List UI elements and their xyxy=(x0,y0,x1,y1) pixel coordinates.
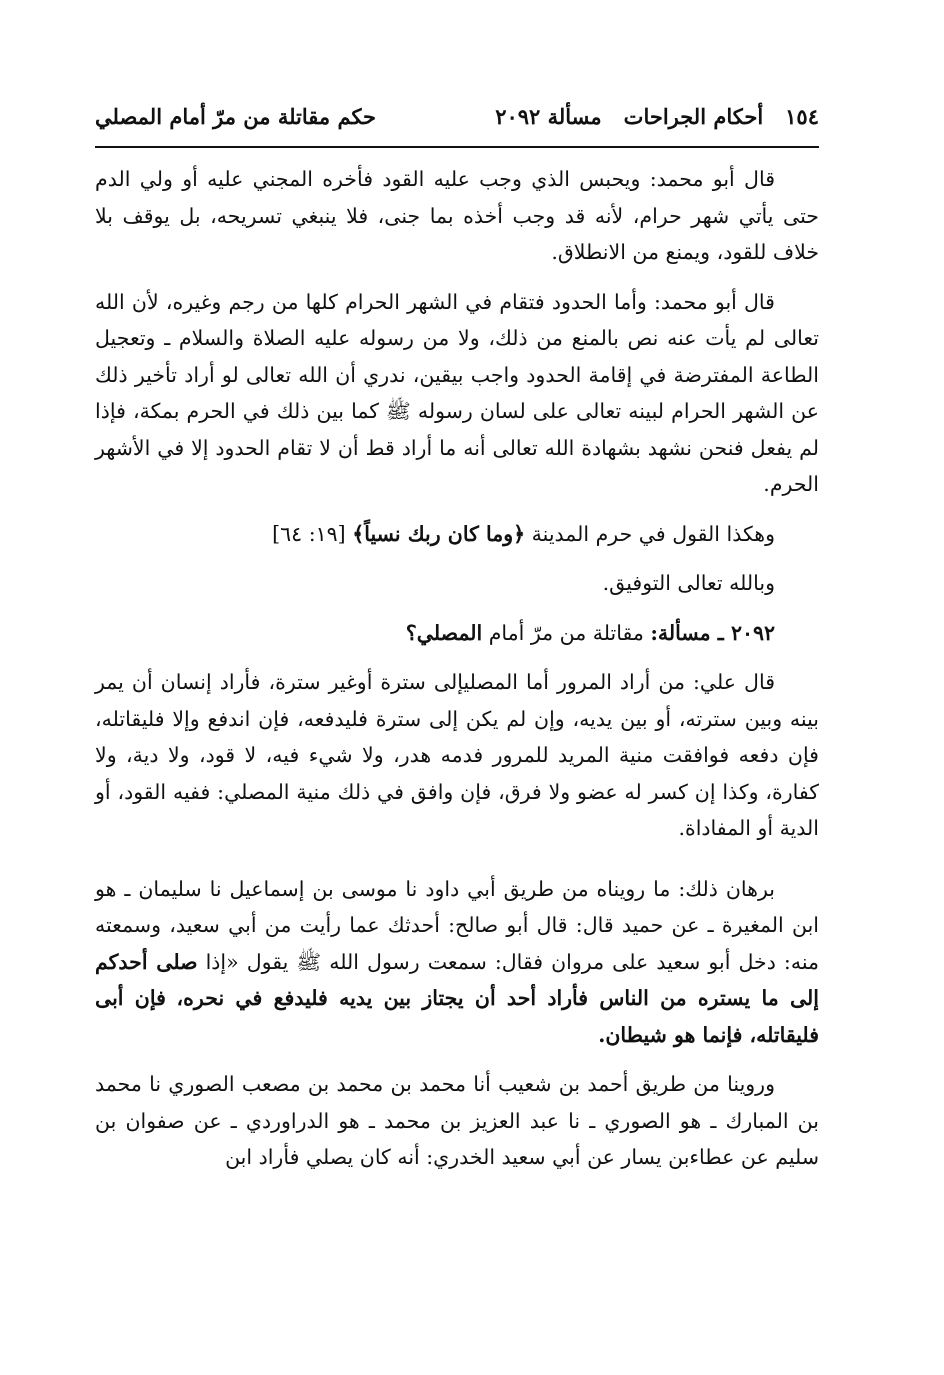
running-header xyxy=(95,96,819,148)
issue-reference: مسألة ٢٠٩٢ xyxy=(495,104,602,129)
text-line: بينه وبين سترته، أو بين يديه، وإن لم يكن إلى سترة فليدفعه، فإن اندفع وإلا xyxy=(172,706,819,731)
issue-title: مقاتلة من مرّ أمام xyxy=(482,620,651,645)
text-line: في الأشهر الحرم. xyxy=(95,435,819,496)
text-line: وروينا من طريق أحمد بن شعيب أنا محمد بن محمد بن مصعب الصوري نا xyxy=(149,1072,775,1096)
verse-reference: [١٩: ٦٤] xyxy=(272,521,353,546)
text-line: وسمعته منه: دخل أبو سعيد على مروان فقال: سمعت رسول الله ﷺ يقول «إذا xyxy=(95,913,819,974)
text-line: ففيه القود، أو الدية أو المفاداة. xyxy=(95,779,819,840)
paragraph-second-chain xyxy=(95,1066,819,1176)
verse-intro: وهكذا القول في حرم المدينة xyxy=(525,521,775,546)
text-line: حتى يأتي شهر حرام، لأنه قد وجب أخذه بما جنى، فلا ينبغي تسريحه، بل يوقف xyxy=(122,203,819,228)
text-line: هو ابن المغيرة ـ عن حميد قال: قال أبو صالح: أحدثك عما رأيت من أبي سعيد، xyxy=(95,876,819,937)
text-line: بمكة، فإذا لم يفعل فنحن نشهد بشهادة الله تعالى أنه ما أراد قط أن لا تقام الحدود إلا xyxy=(95,399,819,460)
paragraph-evidence xyxy=(95,871,819,1054)
text-line: محمد بن المبارك ـ هو الصوري ـ نا عبد العزيز بن محمد ـ هو الدراوردي ـ عن xyxy=(95,1072,819,1133)
book-title: أحكام الجراحات xyxy=(623,104,764,129)
text-line: برهان ذلك: ما رويناه من طريق أبي داود نا موسى بن إسماعيل نا سليمان ـ xyxy=(124,876,775,901)
hadith-text: فإن أبى فليقاتله، فإنما هو شيطان. xyxy=(95,986,819,1047)
paragraph-hudud xyxy=(95,284,819,503)
text-line: الله تعالى لم يأت عنه نص بالمنع من ذلك، ولا من رسوله عليه الصلاة والسلام ـ xyxy=(95,289,819,350)
text-line: بلا خلاف للقود، ويمنع من الانطلاق. xyxy=(95,203,819,264)
page-number: ١٥٤ xyxy=(785,104,819,129)
text-line: قال أبو محمد: وأما الحدود فتقام في الشهر الحرام كلها من رجم وغيره، لأن xyxy=(131,289,775,314)
running-title: حكم مقاتلة من مرّ أمام المصلي xyxy=(95,104,377,129)
hadith-text: صلى أحدكم إلى ما يستره من الناس فأراد أحد أن يجتاز بين يديه فليدفع في نحره، xyxy=(95,949,819,1010)
paragraph-detention xyxy=(95,161,819,271)
book-page xyxy=(95,96,819,1176)
issue-heading xyxy=(95,615,819,652)
text-line: صفوان بن سليم عن عطاءبن يسار عن أبي سعيد الخدري: أنه كان يصلي فأراد ابن xyxy=(95,1108,819,1169)
text-line: تأخير ذلك عن الشهر الحرام لبينه تعالى على لسان رسوله ﷺ كما بين ذلك في الحرم xyxy=(95,362,820,423)
text-line: دية، ولا كفارة، وكذا إن كسر له عضو ولا فرق، فإن وافق في ذلك منية المصلي: xyxy=(95,743,819,804)
issue-number: ٢٠٩٢ ـ مسألة: xyxy=(650,620,775,645)
page-body xyxy=(95,161,819,1176)
quran-quote: ﴿وما كان ربك نسياً﴾ xyxy=(352,521,526,546)
issue-title-bold: المصلي؟ xyxy=(405,620,483,645)
text-line: قال أبو محمد: ويحبس الذي وجب عليه القود فأخره المجني عليه أو ولي الدم xyxy=(95,167,775,191)
text-line: قال علي: من أراد المرور أما المصليإلى سترة أوغير سترة، فأراد إنسان أن يمر xyxy=(95,670,775,694)
text-line: فليقاتله، فإن دفعه فوافقت منية المريد للمرور فدمه هدر، ولا شيء فيه، لا قود، ولا xyxy=(95,706,819,767)
verse-line xyxy=(95,516,819,553)
header-right-group xyxy=(495,104,819,129)
paragraph-ruling xyxy=(95,664,819,847)
closing-line: وبالله تعالى التوفيق. xyxy=(602,571,775,595)
text-line: وتعجيل الطاعة المفترضة في إقامة الحدود واجب بيقين، ندري أن الله تعالى لو أراد xyxy=(95,326,819,387)
